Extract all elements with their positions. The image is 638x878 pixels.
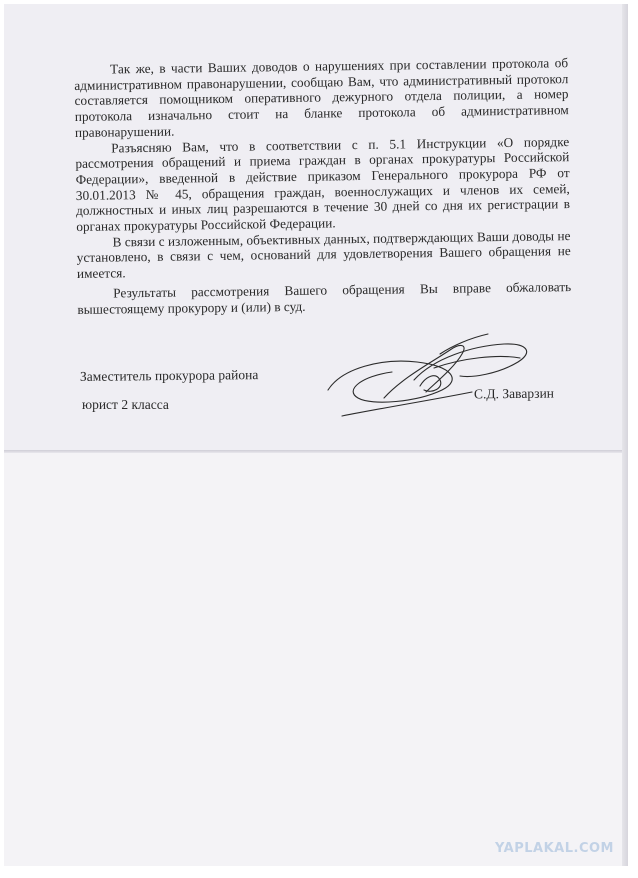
paper-fold: [4, 450, 628, 453]
signer-rank: юрист 2 класса: [82, 397, 169, 412]
paragraph-appeal: Результаты рассмотрения Вашего обращения Вы вправе обжаловать вышестоящему прокурору и (или) в суд.: [77, 278, 572, 317]
signer-title: Заместитель прокурора района: [79, 367, 259, 384]
paragraph-instruction: Разъясняю Вам, что в соответствии с п. 5.1 Инструкции «О порядке рассмотрения обращений и приема граждан в органах прокуратуры Российской Федерации», введенной в действие приказом Генерального прокурора РФ от 30.01.2013 № 45, обращения граждан, военнослужащих и членов их семей, должностных и иных лиц разрешаются в течение 30 дней со дня их регистрации в органах прокуратуры Российской Федерации.: [75, 133, 571, 235]
signer-name: С.Д. Заварзин: [473, 385, 555, 402]
paragraph-protocol: Так же, в части Ваших доводов о нарушениях при составлении протокола об административном правонарушении, сообщаю Вам, что административный протокол составляется помощником оперативного дежурного отдела полиции, а номер протокола изначально стоит на бланке протокола об административном правонарушении.: [74, 55, 569, 140]
handwritten-signature: [322, 328, 555, 428]
paragraph-conclusion: В связи с изложенным, объективных данных, подтверждающих Ваши доводы не установлено, в связи с чем, оснований для удовлетворения Вашего обращения не имеется.: [76, 227, 571, 282]
watermark-logo: YAPLAKAL.COM: [495, 841, 614, 856]
paper-edge: [622, 4, 628, 866]
letter-body: [74, 55, 572, 317]
